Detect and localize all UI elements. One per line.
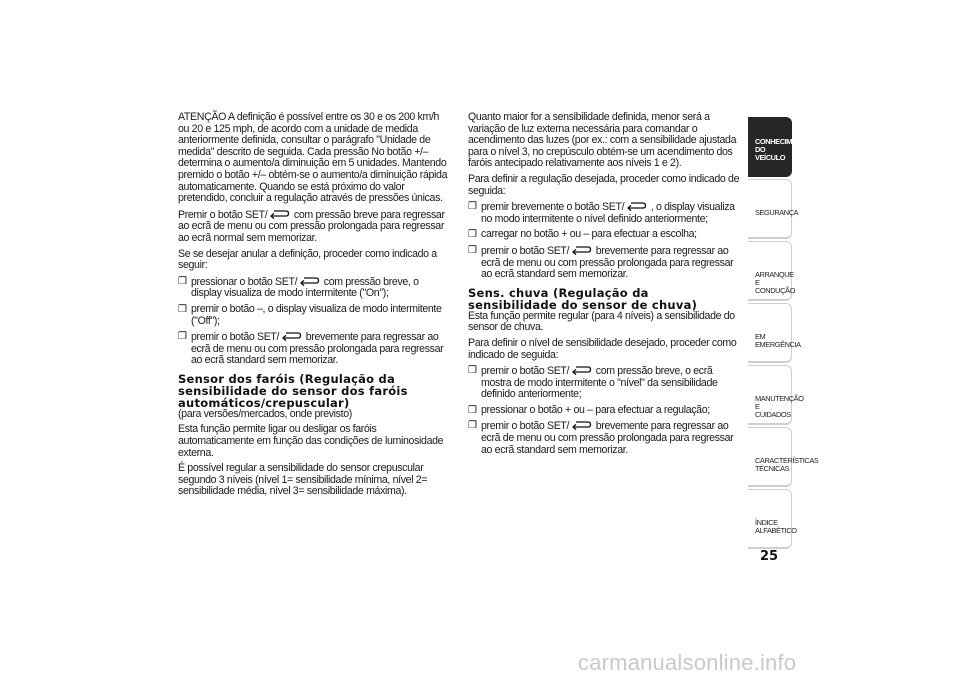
list-item: ❒ premir o botão SET/ brevemente para regressar ao ecrã de menu ou com pressão prolongada para regressar ao ecrã standard sem memorizar. — [468, 244, 734, 281]
return-arrow-icon — [625, 201, 647, 211]
list-item: ❒ pressionar o botão SET/ com pressão breve, o display visualiza de modo intermitente ("On"); — [178, 275, 419, 300]
bullet-icon: ❒ — [468, 420, 477, 432]
paragraph-function: Esta função permite ligar ou desligar os faróis automaticamente em função das condições de luminosidade externa. — [178, 423, 444, 459]
bullet-icon: ❒ — [178, 331, 187, 343]
paragraph-cancel: Se se desejar anular a definição, proceder como indicado a seguir: — [178, 247, 437, 272]
tab-seguranca[interactable]: SEGURANÇA — [748, 179, 792, 239]
return-arrow-icon — [298, 276, 320, 286]
tab-arranque-e-conducao[interactable]: ARRANQUE E CONDUÇÃO — [748, 241, 792, 301]
section-heading-rain-sensor: Sens. chuva (Regulação da sensibilidade do sensor de chuva) — [468, 285, 698, 312]
paragraph-define: Para definir a regulação desejada, proceder como indicado de seguida: — [468, 172, 740, 197]
page-number: 25 — [760, 549, 779, 564]
bullet-icon: ❒ — [468, 229, 477, 241]
tab-em-emergencia[interactable]: EM EMERGÊNCIA — [748, 303, 792, 363]
bullet-icon: ❒ — [468, 201, 477, 213]
paragraph-sensitivity: Quanto maior for a sensibilidade definida, menor será a variação de luz externa necessária para comandar o acendimento das luzes (por ex.: com a sensibilidade ajustada para o nível 3, no crepúsculo obtém-se um acendimento dos faróis antecipado relativamente aos níveis 1 e 2). — [468, 111, 737, 170]
bullet-icon: ❒ — [468, 404, 477, 416]
section-subtitle: (para versões/mercados, onde previsto) — [178, 407, 352, 420]
chapter-tabs — [748, 117, 819, 551]
list-item: ❒ premir o botão SET/ brevemente para regressar ao ecrã de menu ou com pressão prolongada para regressar ao ecrã standard sem memorizar. — [178, 331, 444, 367]
list-item: ❒ premir o botão –, o display visualiza de modo intermitente ("Off"); — [178, 302, 442, 327]
right-column — [468, 112, 740, 460]
section-heading-headlight-sensor: Sensor dos faróis (Regulação da sensibilidade do sensor dos faróis automáticos/crepuscular) — [178, 371, 408, 410]
list-item: ❒ carregar no botão + ou – para efectuar a escolha; — [468, 228, 697, 241]
return-arrow-icon — [268, 209, 290, 219]
list-item: ❒ premir o botão SET/ com pressão breve, o ecrã mostra de modo intermitente o "nível" da sensibilidade definido anteriormente; — [468, 365, 718, 401]
bullet-icon: ❒ — [468, 365, 477, 377]
paragraph-levels: É possível regular a sensibilidade do sensor crepuscular segundo 3 níveis (nível 1= sensibilidade mínima, nível 2= sensibilidade média, nível 3= sensibilidade máxima). — [178, 462, 428, 498]
tab-manutencao-e-cuidados[interactable]: MANUTENÇÃO E CUIDADOS — [748, 365, 792, 425]
left-column — [178, 112, 450, 502]
list-item: ❒ pressionar o botão + ou – para efectuar a regulação; — [468, 403, 710, 416]
return-arrow-icon — [570, 245, 592, 255]
paragraph-press-set: Premir o botão SET/ com pressão breve para regressar ao ecrã de menu ou com pressão prolongada para regressar ao ecrã normal sem memorizar. — [178, 208, 445, 244]
list-item: ❒ premir o botão SET/ brevemente para regressar ao ecrã de menu ou com pressão prolongada para regressar ao ecrã standard sem memorizar. — [468, 420, 734, 456]
paragraph-rain-define: Para definir o nível de sensibilidade desejado, proceder como indicado de seguida: — [468, 336, 737, 361]
bullet-icon: ❒ — [468, 244, 477, 256]
bullet-icon: ❒ — [178, 275, 187, 287]
return-arrow-icon — [280, 331, 302, 341]
tab-conhecimento-do-veiculo[interactable]: CONHECIMENTO DO VEÍCULO — [748, 117, 792, 177]
return-arrow-icon — [570, 420, 592, 430]
tab-indice-alfabetico[interactable]: ÍNDICE ALFABÉTICO — [748, 489, 792, 549]
list-item: ❒ premir brevemente o botão SET/ , o display visualiza no modo intermitente o nível definido anteriormente; — [468, 201, 735, 225]
bullet-icon: ❒ — [178, 303, 187, 315]
paragraph-rain-function: Esta função permite regular (para 4 níveis) a sensibilidade do sensor de chuva. — [468, 309, 735, 334]
tab-caracteristicas-tecnicas[interactable]: CARACTERÍSTICAS TÉCNICAS — [748, 427, 792, 487]
return-arrow-icon — [570, 365, 592, 375]
watermark: carmanualsonline.info — [578, 650, 797, 675]
attention-paragraph: ATENÇÃO A definição é possível entre os 30 e os 200 km/h ou 20 e 125 mph, de acordo com a unidade de medida anteriormente definida, consultar o parágrafo "Unidade de medida" descrito de seguida. Cada pressão No botão +/– determina o aumento/a diminuição em 5 unidades. Mantendo premido o botão +/– obtém-se o aumento/a diminuição rápida automaticamente. Quando se está próximo do valor pretendido, concluir a regulação através de pressões únicas. — [178, 111, 448, 205]
